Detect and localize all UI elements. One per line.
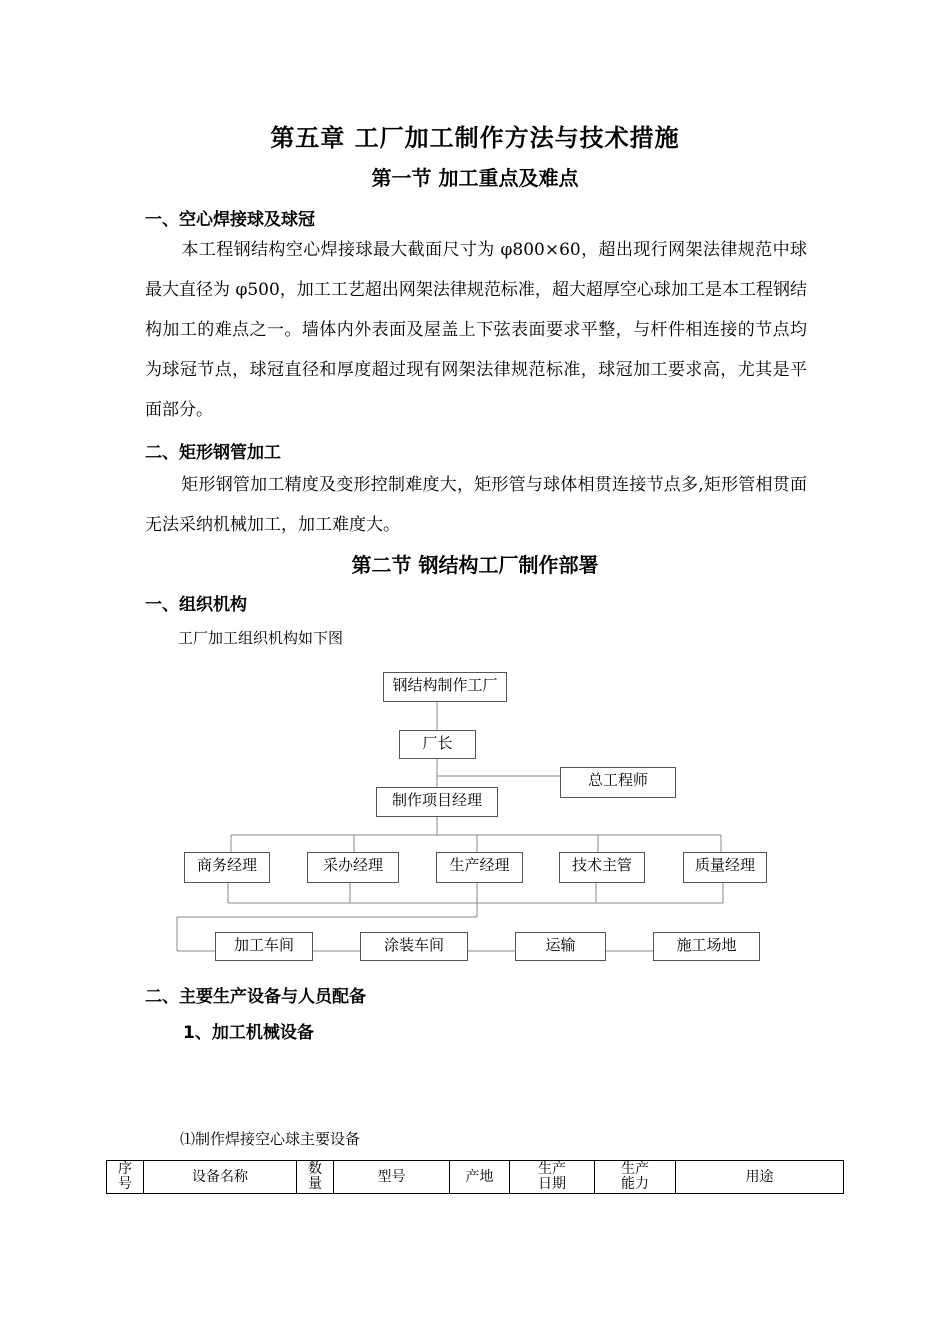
section1-sub1-text: 本工程钢结构空心焊接球最大截面尺寸为 φ800×60，超出现行网架法律规范中球最大直径为 φ500，加工工艺超出网架法律规范标准，超大超厚空心球加工是本工程钢结构加工的难点之一。墙体内外表面及屋盖上下弦表面要求平整，与杆件相连接的节点均为球冠节点，球冠直径和厚度超过现有网架法律规范标准，球冠加工要求高，尤其是平面部分。 bbox=[145, 240, 807, 420]
org-box-factory: 钢结构制作工厂 bbox=[383, 672, 507, 702]
table-header-cell: 生产 能力 bbox=[595, 1161, 676, 1194]
section2-sub2-item1: 1、加工机械设备 bbox=[183, 1023, 314, 1043]
org-box-manager-production: 生产经理 bbox=[436, 852, 523, 883]
table-header-cell: 型号 bbox=[334, 1161, 450, 1194]
section1-title: 第一节 加工重点及难点 bbox=[371, 166, 579, 190]
section2-sub1-heading: 一、组织机构 bbox=[145, 595, 247, 615]
section2-sub2-heading: 二、主要生产设备与人员配备 bbox=[145, 987, 366, 1007]
section1-sub2-heading: 二、矩形钢管加工 bbox=[145, 443, 281, 463]
org-box-manager-procurement: 采办经理 bbox=[307, 852, 399, 883]
org-chart-caption: 工厂加工组织机构如下图 bbox=[178, 629, 344, 647]
table-header-cell: 序 号 bbox=[107, 1161, 144, 1194]
table-header-cell: 产地 bbox=[450, 1161, 510, 1194]
table-header-cell: 生产 日期 bbox=[510, 1161, 595, 1194]
section2-title: 第二节 钢结构工厂制作部署 bbox=[351, 553, 599, 577]
org-box-workshop-site: 施工场地 bbox=[653, 932, 760, 961]
table-header-cell: 设备名称 bbox=[144, 1161, 297, 1194]
table-header-cell: 用途 bbox=[676, 1161, 844, 1194]
org-box-manager-commerce: 商务经理 bbox=[184, 852, 270, 883]
org-box-manager-technical: 技术主管 bbox=[559, 852, 645, 883]
org-box-workshop-coating: 涂装车间 bbox=[360, 932, 468, 961]
section1-sub2-text: 矩形钢管加工精度及变形控制难度大，矩形管与球体相贯连接节点多,矩形管相贯面无法采纳机械加工，加工难度大。 bbox=[145, 475, 807, 535]
table-header-cell: 数 量 bbox=[297, 1161, 334, 1194]
org-box-manager-quality: 质量经理 bbox=[683, 852, 767, 883]
org-box-chief-engineer: 总工程师 bbox=[560, 767, 676, 798]
org-box-project-manager: 制作项目经理 bbox=[376, 787, 498, 817]
org-box-workshop-processing: 加工车间 bbox=[215, 932, 313, 961]
table-header-row bbox=[107, 1161, 844, 1194]
org-box-director: 厂长 bbox=[399, 730, 476, 759]
chapter-title: 第五章 工厂加工制作方法与技术措施 bbox=[270, 124, 680, 152]
org-box-workshop-transport: 运输 bbox=[515, 932, 606, 961]
section1-sub1-heading: 一、空心焊接球及球冠 bbox=[145, 210, 315, 230]
equipment-table-caption: ⑴制作焊接空心球主要设备 bbox=[180, 1130, 361, 1148]
equipment-table bbox=[106, 1160, 844, 1194]
